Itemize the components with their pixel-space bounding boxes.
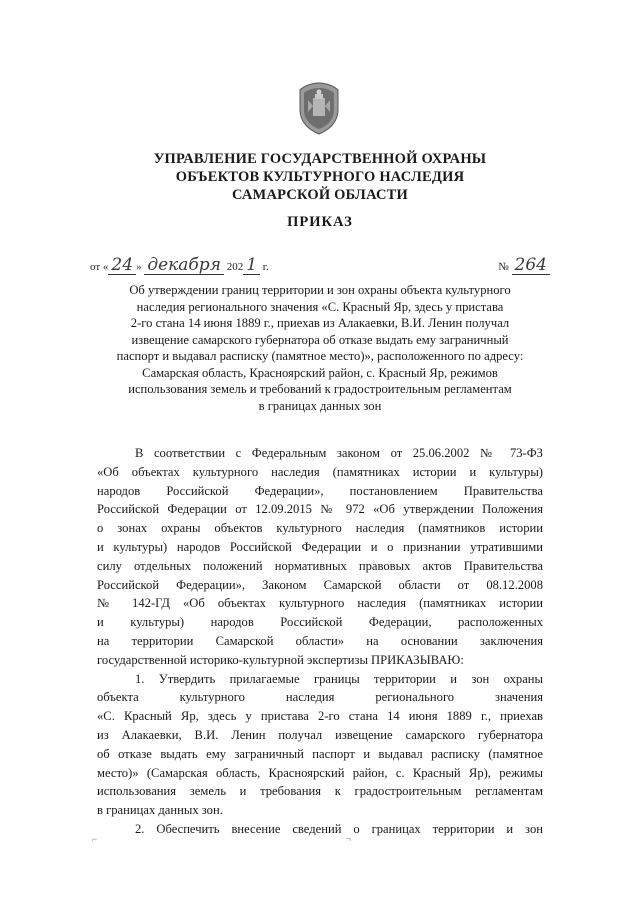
date-prefix: от « [90,261,109,273]
order-subject [100,282,540,414]
date-year-prefix: 202 [226,261,244,273]
subject-line: использования земель и требований к градостроительным регламентам [128,382,512,396]
date-separator: » [136,261,142,273]
date-month-handwritten: декабря [144,256,224,275]
body-line: силу отдельных положений нормативных правовых актов Правительства [97,558,543,573]
agency-name [100,150,540,204]
scan-mark-center: ¬ [346,834,352,844]
body-line: Российской Федерации от 12.09.2015 № 972 «Об утверждении Положения [97,502,543,517]
subject-line: Самарская область, Красноярский район, с. Красный Яр, режимов [142,365,498,380]
subject-line: 2-го стана 14 июня 1889 г., приехав из Алакаевки, В.И. Ленин получал [130,316,510,330]
body-line: место)» (Самарская область, Красноярский район, с. Красный Яр), режимы [97,765,543,780]
body-line: В соответствии с Федеральным законом от 25.06.2002 № 73-ФЗ [135,446,543,460]
body-line: на территории Самарской области» на основании заключения [97,633,543,648]
body-line: «Об объектах культурного наследия (памятниках истории и культуры) [97,464,543,479]
date-number-line [90,253,550,275]
scan-mark-left: ⌐ [92,834,98,844]
body-line: в границах данных зон. [97,803,223,818]
body-line: об отказе выдать ему заграничный паспорт и выдавал расписку (памятное [97,746,543,761]
body-line: и культуры) народов Российской Федерации, расположенных [97,615,543,630]
body-line: № 142-ГД «Об объектах культурного наследия (памятниках истории [97,596,543,611]
document-date [90,256,269,275]
subject-line: наследия регионального значения «С. Красный Яр, здесь у пристава [136,299,504,314]
order-body [97,444,543,839]
body-line: 2. Обеспечить внесение сведений о границах территории и зон [135,821,543,836]
number-handwritten: 264 [512,256,550,275]
agency-name-line: САМАРСКОЙ ОБЛАСТИ [231,187,409,203]
date-day-handwritten: 24 [108,256,136,275]
body-line: из Алакаевки, В.И. Ленин получал извещение самарского губернатора [97,727,543,742]
subject-line: в границах данных зон [258,398,382,413]
subject-line: Об утверждении границ территории и зон охраны объекта культурного [129,283,511,297]
body-line: объекта культурного наследия регионального значения [97,690,543,705]
body-line: 1. Утвердить прилагаемые границы территории и зон охраны [135,671,543,686]
body-line: государственной историко-культурной экспертизы ПРИКАЗЫВАЮ: [97,652,464,667]
number-prefix: № [498,261,509,273]
document-number [498,256,550,275]
coat-of-arms-emblem-icon [296,80,342,136]
subject-line: паспорт и выдавал расписку (памятное место)», расположенного по адресу: [116,349,524,363]
agency-name-line: УПРАВЛЕНИЕ ГОСУДАРСТВЕННОЙ ОХРАНЫ [153,151,487,167]
subject-line: извещение самарского губернатора об отказе выдать ему заграничный [131,332,509,347]
body-line: народов Российской Федерации», постановлением Правительства [97,483,543,498]
document-type-title: ПРИКАЗ [287,214,353,230]
date-year-suffix: г. [262,261,269,273]
body-line: и культуры) народов Российской Федерации и о признании утратившими [97,539,543,554]
body-line: «С. Красный Яр, здесь у пристава 2-го стана 14 июня 1889 г., приехав [97,709,543,724]
body-line: Российской Федерации», Законом Самарской области от 08.12.2008 [97,577,543,592]
body-line: использования земель и требования к градостроительным регламентам [97,784,543,799]
agency-name-line: ОБЪЕКТОВ КУЛЬТУРНОГО НАСЛЕДИЯ [175,169,465,185]
body-line: о зонах охраны объектов культурного наследия (памятников истории [97,521,543,536]
date-year-digit-handwritten: 1 [243,256,260,275]
